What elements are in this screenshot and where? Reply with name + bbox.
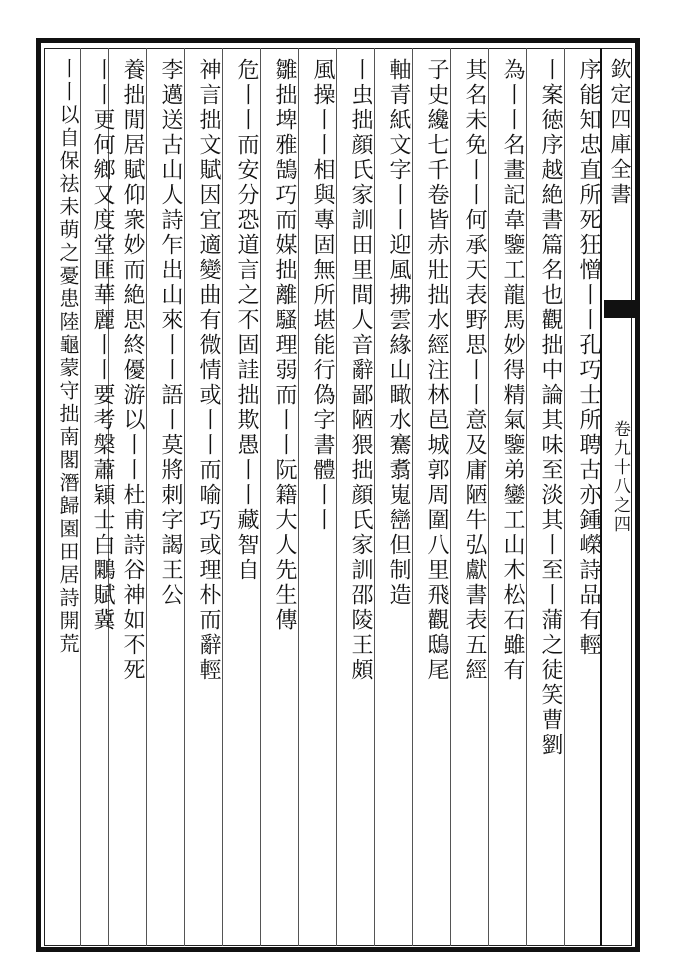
text-column: 危丨丨而安分恐道言之不固詿拙欺愚丨丨藏智自 [234,58,259,583]
margin-title: 欽定四庫全書 [608,58,632,208]
text-column: 丨虫拙顔氏家訓田里間人音辭鄙陋猥拙顔氏家訓邵陵王頗 [348,58,373,683]
text-column: 丨丨更何鄉又度堂匪華麗丨丨要考槃蕭穎士白鷴賦冀 [90,58,115,633]
text-column: 其名未免丨丨何承天表野思丨丨意及庸陋牛弘獻書表五經 [462,58,487,683]
text-column: 養拙閒居賦仰衆妙而絶思終優游以丨丨杜甫詩谷神如不死 [120,58,145,683]
margin-volume: 卷九十八之四 [610,420,630,534]
text-column: 為丨丨名畫記韋鑒工龍馬妙得精氣鑒弟鑾工山木松石雖有 [500,58,525,683]
text-column: 軸青紙文字丨丨迎風拂雲緣山瞰水騫翥嵬巒但制造 [386,58,411,608]
text-column: 丨案徳序越絶書篇名也觀拙中論其味至淡其丨至丨蒲之徒笑曹劉 [538,58,563,758]
text-column: 丨丨以自保祛未萌之憂患陸龜蒙守拙南閣潛歸園田居詩開荒 [56,58,80,656]
text-column: 子史纔七千卷皆赤壯拙水經注林邑城郭周圍八里飛觀鴟尾 [424,58,449,683]
text-column: 序能知忠直所死狂憎丨丨孔巧士所聘古亦鍾嶸詩品有輕 [576,58,601,658]
text-column: 雛拙埤雅鵠巧而媒拙離騷理弱而丨丨阮籍大人先生傳 [272,58,297,633]
text-column: 李邁送古山人詩乍出山來丨丨語丨莫將刺字謁王公 [158,58,183,608]
text-column: 風操丨丨相與專固無所堪能行偽字書體丨丨 [310,58,335,533]
text-column: 神言拙文賦因宜適變曲有微情或丨丨而喻巧或理朴而辭輕 [196,58,221,683]
margin-fishtail-mark [604,300,640,318]
